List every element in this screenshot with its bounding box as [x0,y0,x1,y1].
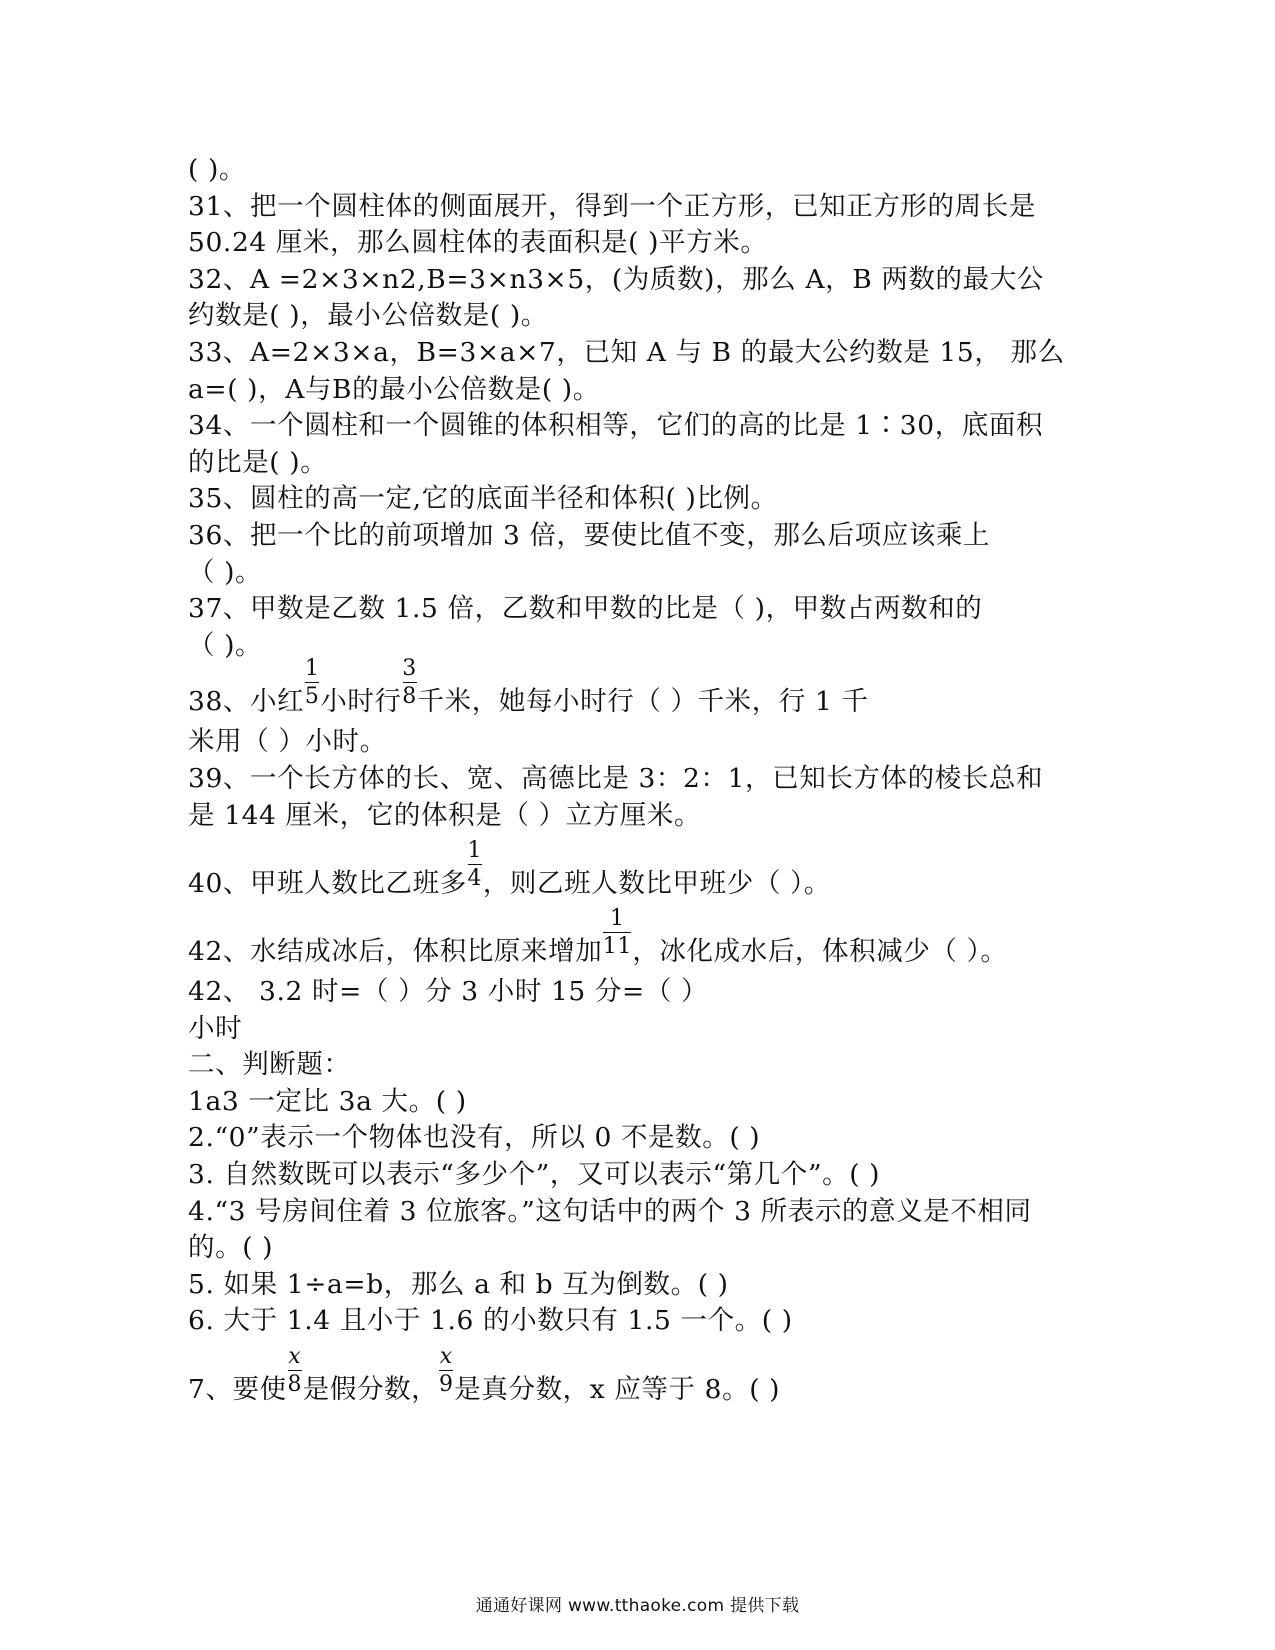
fraction-bar [288,1370,302,1371]
fraction-three-eighths [402,656,418,710]
question-38-text-b: 小时行 [320,686,402,718]
question-37-line-1: 37、甲数是乙数 1.5 倍，乙数和甲数的比是（ )，甲数占两数和的 [188,593,983,625]
question-42-text-b: ，冰化成水后，体积减少（ ）。 [632,936,1008,968]
fraction-bar [468,864,482,865]
question-40-line [188,834,1088,906]
judge-question-7 [188,1340,1088,1412]
fraction-x-ninths [438,1344,454,1398]
fraction-denominator: 11 [602,934,632,960]
fraction-numerator: 1 [610,906,625,932]
fraction-one-quarter [467,838,483,892]
question-40-text-b: ，则乙班人数比甲班少（ ）。 [482,868,831,900]
question-42-time-line-2: 小时 [188,1012,243,1044]
fraction-one-eleventh [602,906,632,960]
question-40-text-a: 40、甲班人数比乙班多 [188,868,467,900]
fraction-denominator: 4 [467,866,483,892]
judge-question-4-line-1: 4.“3 号房间住着 3 位旅客。”这句话中的两个 3 所表示的意义是不相同 [188,1195,1032,1227]
fraction-numerator: x [288,1344,302,1370]
question-32-line-2: 约数是( )，最小公倍数是( )。 [188,300,548,332]
judge-question-2: 2.“0”表示一个物体也没有，所以 0 不是数。( ) [188,1122,761,1154]
fraction-numerator: 3 [402,656,417,682]
question-33-line-2: a=( )，A与B的最小公倍数是( )。 [188,373,600,405]
fraction-x-eighths [287,1344,303,1398]
question-36-line-1: 36、把一个比的前项增加 3 倍，要使比值不变，那么后项应该乘上 [188,519,991,551]
fraction-numerator: x [439,1344,453,1370]
page-footer: 通通好课网 www.tthaoke.com 提供下载 [475,1596,800,1616]
judge-question-7-text-c: 是真分数，x 应等于 8。( ) [454,1374,781,1406]
question-42-water-line [188,906,1088,974]
question-35-line: 35、圆柱的高一定,它的底面半径和体积( )比例。 [188,483,778,515]
question-31-line-1: 31、把一个圆柱体的侧面展开，得到一个正方形，已知正方形的周长是 [188,190,1036,222]
fraction-bar [305,682,319,683]
question-38-text-a: 38、小红 [188,686,305,718]
question-42-text-a: 42、水结成冰后，体积比原来增加 [188,936,603,968]
question-32-line-1: 32、A =2×3×n2,B=3×n3×5，(为质数)，那么 A，B 两数的最大公 [188,263,1044,295]
judge-question-3: 3. 自然数既可以表示“多少个”，又可以表示“第几个”。( ) [188,1159,881,1191]
document-body [188,152,1088,1412]
question-38-line-1 [188,656,1088,724]
question-38-line-2: 米用（ ）小时。 [188,726,387,758]
question-36-line-2: （ )。 [188,556,263,588]
fraction-numerator: 1 [467,838,483,864]
question-39-line-2: 是 144 厘米，它的体积是（ ）立方厘米。 [188,799,702,831]
judge-question-5: 5. 如果 1÷a=b，那么 a 和 b 互为倒数。( ) [188,1268,729,1300]
fraction-one-fifth [304,656,320,710]
fraction-denominator: 9 [438,1372,454,1398]
question-42-time-line-1: 42、 3.2 时=（ ）分 3 小时 15 分=（ ） [188,976,709,1008]
section-2-title: 二、判断题： [188,1049,351,1081]
judge-question-7-text-b: 是假分数， [302,1374,439,1406]
fraction-bar [603,932,631,933]
question-38-text-c: 千米，她每小时行（ ）千米，行 1 千 [417,686,869,718]
fraction-denominator: 5 [304,684,320,710]
question-39-line-1: 39、一个长方体的长、宽、高德比是 3：2：1，已知长方体的棱长总和 [188,762,1044,794]
question-34-line-1: 34、一个圆柱和一个圆锥的体积相等，它们的高的比是 1∶30，底面积 [188,410,1044,442]
fraction-bar [439,1370,453,1371]
judge-question-4-line-2: 的。( ) [188,1232,274,1264]
text-line: ( )。 [188,154,247,185]
question-31-line-2: 50.24 厘米，那么圆柱体的表面积是( )平方米。 [188,227,768,259]
fraction-denominator: 8 [402,684,417,710]
fraction-denominator: 8 [287,1372,303,1398]
judge-question-6: 6. 大于 1.4 且小于 1.6 的小数只有 1.5 一个。( ) [188,1305,793,1337]
fraction-bar [403,682,417,683]
question-34-line-2: 的比是( )。 [188,446,328,478]
question-33-line-1: 33、A=2×3×a，B=3×a×7，已知 A 与 B 的最大公约数是 15， 那么 [188,336,1065,368]
question-37-line-2: （ )。 [188,629,263,661]
judge-question-1: 1a3 一定比 3a 大。( ) [188,1085,467,1117]
judge-question-7-text-a: 7、要使 [188,1374,287,1406]
fraction-numerator: 1 [304,656,320,682]
